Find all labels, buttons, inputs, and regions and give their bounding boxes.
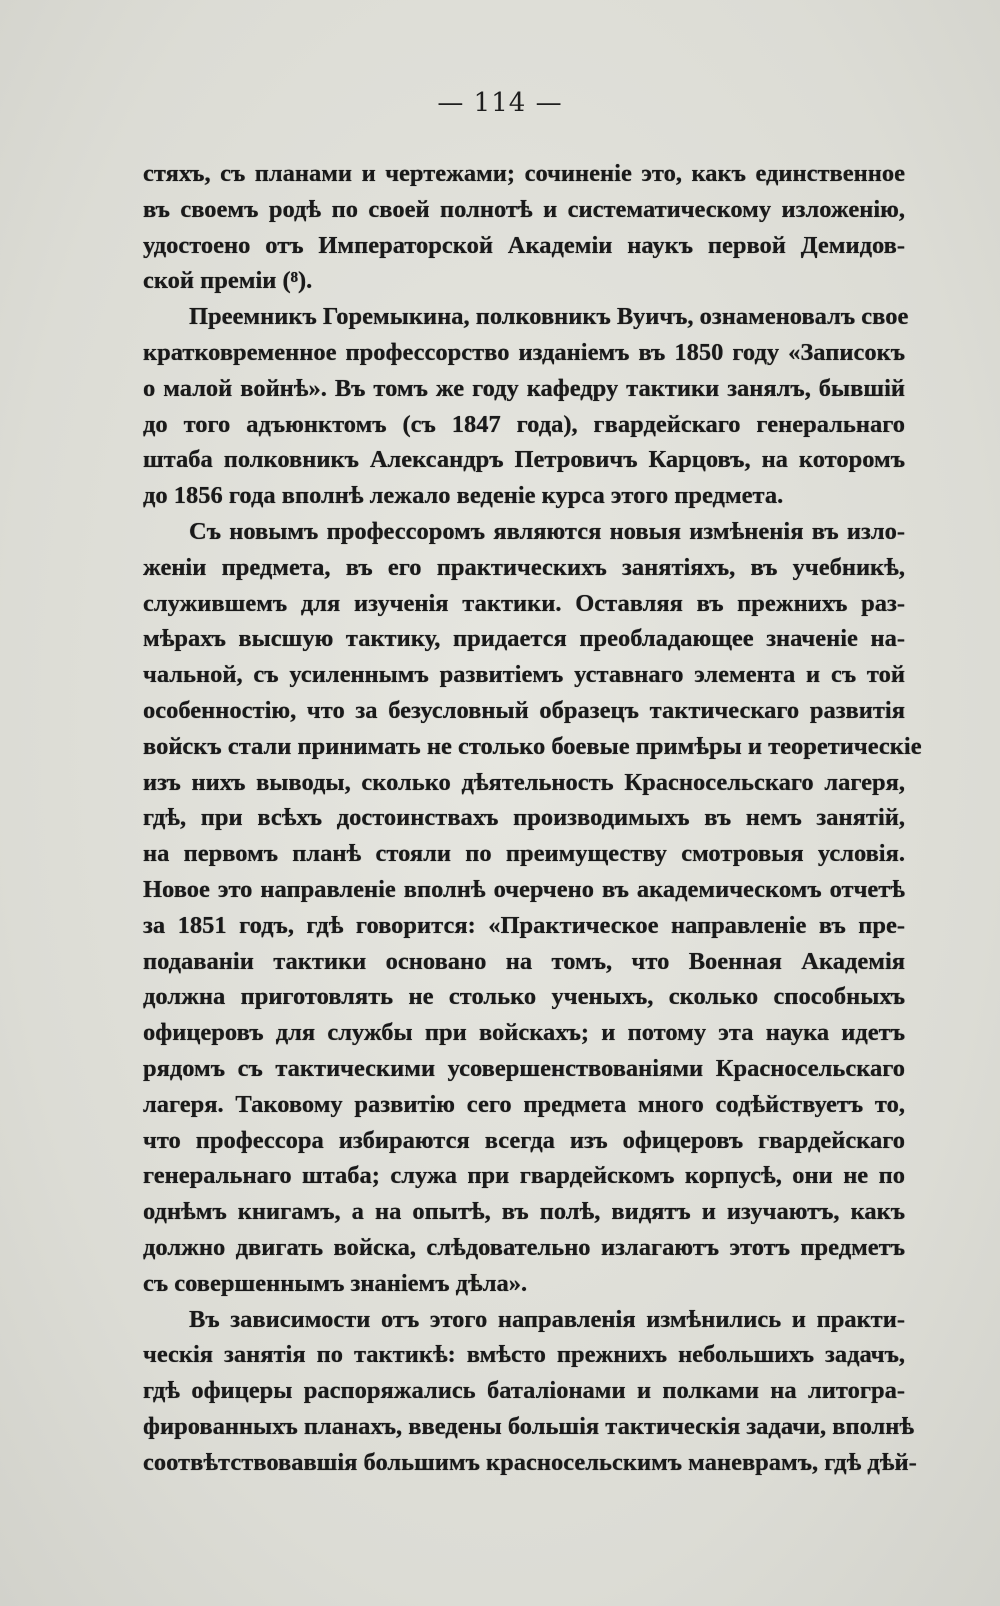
text-line: однѣмъ книгамъ, а на опытѣ, въ полѣ, видятъ и изучаютъ, какъ	[143, 1198, 905, 1226]
text-line: лагеря. Таковому развитію сего предмета много содѣйствуетъ то,	[143, 1090, 905, 1118]
text-line: что профессора избираются всегда изъ офицеровъ гвардейскаго	[143, 1126, 905, 1154]
text-line: должно двигать войска, слѣдовательно излагаютъ этотъ предметъ	[143, 1233, 905, 1261]
text-line: Въ зависимости отъ этого направленія измѣнились и практи-	[189, 1305, 905, 1333]
text-line: до 1856 года вполнѣ лежало веденіе курса этого предмета.	[143, 482, 784, 510]
paragraph	[143, 514, 922, 1302]
paragraph	[143, 299, 909, 514]
text-line: въ своемъ родѣ по своей полнотѣ и систематическому изложенію,	[143, 195, 905, 223]
text-line: съ совершеннымъ знаніемъ дѣла».	[143, 1269, 528, 1297]
text-line: офицеровъ для службы при войскахъ; и потому эта наука идетъ	[143, 1019, 905, 1047]
text-line: ческія занятія по тактикѣ: вмѣсто прежнихъ небольшихъ задачъ,	[143, 1341, 905, 1369]
text-line: соотвѣтствовавшія большимъ красносельскимъ маневрамъ, гдѣ дѣй-	[143, 1448, 917, 1476]
text-line: гдѣ, при всѣхъ достоинствахъ производимыхъ въ немъ занятій,	[143, 804, 905, 832]
text-line: подаваніи тактики основано на томъ, что Военная Академія	[143, 947, 905, 975]
text-line: фированныхъ планахъ, введены большія тактическія задачи, вполнѣ	[143, 1412, 915, 1440]
text-line: за 1851 годъ, гдѣ говорится: «Практическое направленіе въ пре-	[143, 911, 905, 939]
text-line: чальной, съ усиленнымъ развитіемъ уставнаго элемента и съ той	[143, 661, 905, 689]
text-line: удостоено отъ Императорской Академіи наукъ первой Демидов-	[143, 231, 905, 259]
text-line: женіи предмета, въ его практическихъ занятіяхъ, въ учебникѣ,	[143, 553, 905, 581]
text-line: особенностію, что за безусловный образецъ тактическаго развитія	[143, 696, 905, 724]
text-line: мѣрахъ высшую тактику, придается преобладающее значеніе на-	[143, 625, 905, 653]
text-line: кратковременное профессорство изданіемъ въ 1850 году «Записокъ	[143, 338, 905, 366]
text-line: войскъ стали принимать не столько боевые примѣры и теоретическіе	[143, 732, 922, 760]
text-line: о малой войнѣ». Въ томъ же году кафедру тактики занялъ, бывшій	[143, 374, 905, 402]
text-line: стяхъ, съ планами и чертежами; сочиненіе это, какъ единственное	[143, 160, 905, 187]
text-line: гдѣ офицеры распоряжались баталіонами и полками на литогра-	[143, 1377, 905, 1405]
text-line: Съ новымъ профессоромъ являются новыя измѣненія въ изло-	[189, 517, 905, 545]
text-line: изъ нихъ выводы, сколько дѣятельность Красносельскаго лагеря,	[143, 768, 905, 796]
text-line: штаба полковникъ Александръ Петровичъ Карцовъ, на которомъ	[143, 446, 905, 474]
text-line: рядомъ съ тактическими усовершенствованіями Красносельскаго	[143, 1054, 905, 1082]
paragraph	[143, 156, 905, 299]
text-line: Преемникъ Горемыкина, полковникъ Вуичъ, ознаменовалъ свое	[189, 303, 909, 331]
text-line: служившемъ для изученія тактики. Оставляя въ прежнихъ раз-	[143, 589, 905, 617]
text-line: до того адъюнктомъ (съ 1847 года), гвардейскаго генеральнаго	[143, 410, 905, 438]
text-line: Новое это направленіе вполнѣ очерчено въ академическомъ отчетѣ	[143, 875, 905, 903]
page-number: — 114 —	[437, 88, 563, 118]
paragraph	[143, 1302, 917, 1481]
text-line: на первомъ планѣ стояли по преимуществу смотровыя условія.	[143, 840, 905, 868]
text-line: должна приготовлять не столько ученыхъ, сколько способныхъ	[143, 983, 905, 1011]
text-line: ской преміи (⁸).	[143, 267, 313, 295]
body-text	[143, 156, 922, 1480]
text-line: генеральнаго штаба; служа при гвардейскомъ корпусѣ, они не по	[143, 1162, 905, 1190]
